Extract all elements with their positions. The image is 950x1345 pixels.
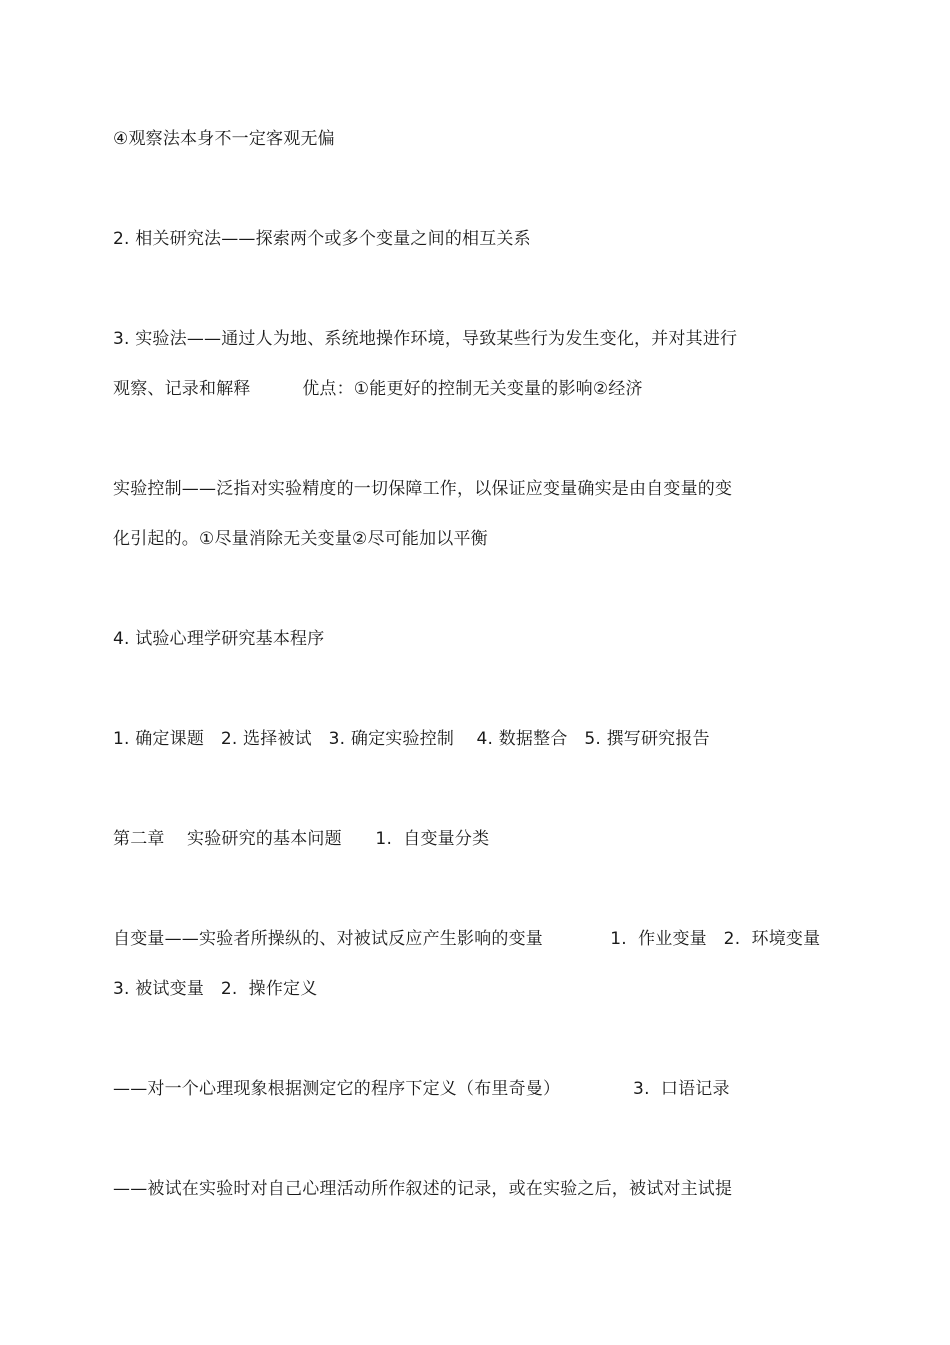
text-line: ——被试在实验时对自己心理活动所作叙述的记录，或在实验之后，被试对主试提 [113, 1179, 733, 1199]
text-line: 2. 相关研究法——探索两个或多个变量之间的相互关系 [113, 229, 531, 249]
text-line: 3. 实验法——通过人为地、系统地操作环境，导致某些行为发生变化，并对其进行 [113, 329, 738, 349]
text-line: 自变量——实验者所操纵的、对被试反应产生影响的变量 1. 作业变量 2. 环境变量 [113, 929, 821, 949]
text-line: 1. 确定课题 2. 选择被试 3. 确定实验控制 4. 数据整合 5. 撰写研究报告 [113, 729, 710, 749]
text-line: ——对一个心理现象根据测定它的程序下定义（布里奇曼） 3. 口语记录 [113, 1079, 730, 1099]
text-line: 3. 被试变量 2. 操作定义 [113, 979, 318, 999]
text-line: 实验控制——泛指对实验精度的一切保障工作，以保证应变量确实是由自变量的变 [113, 479, 733, 499]
text-line: 第二章 实验研究的基本问题 1. 自变量分类 [113, 829, 490, 849]
text-line: ④观察法本身不一定客观无偏 [113, 129, 335, 149]
text-line: 4. 试验心理学研究基本程序 [113, 629, 325, 649]
text-line: 观察、记录和解释 优点：①能更好的控制无关变量的影响②经济 [113, 379, 643, 399]
text-line: 化引起的。①尽量消除无关变量②尽可能加以平衡 [113, 529, 488, 549]
